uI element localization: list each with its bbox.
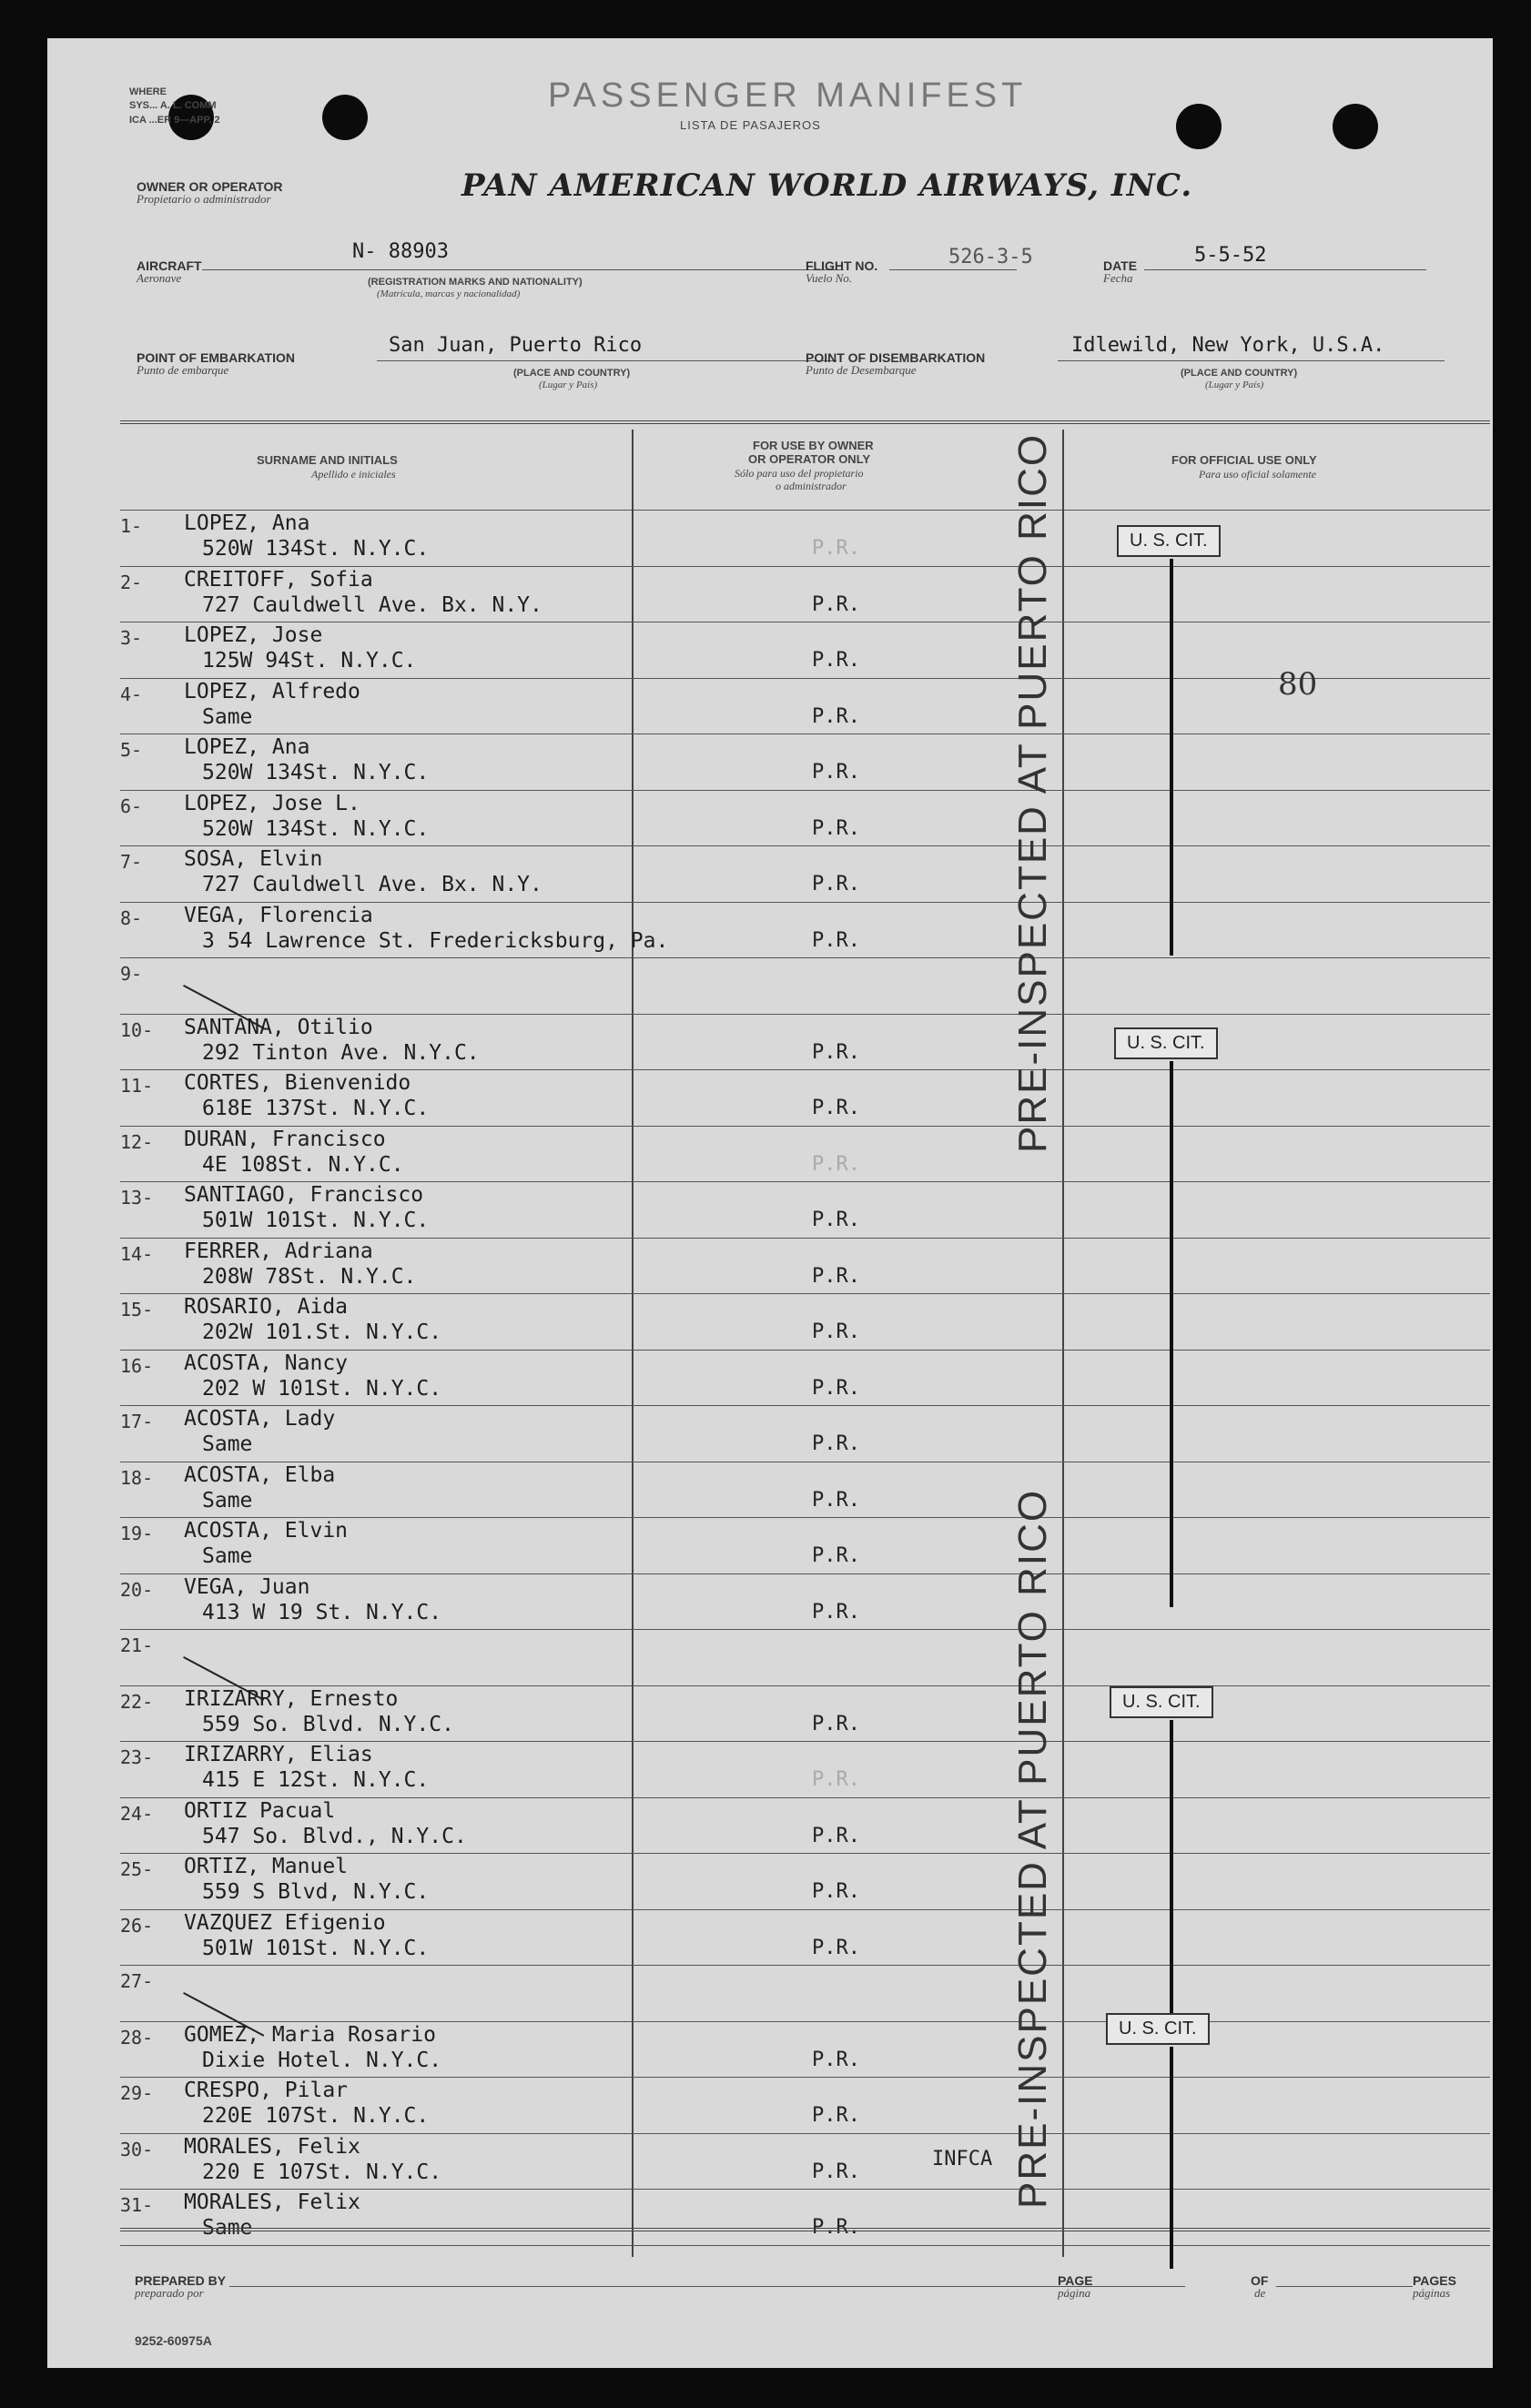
punch-hole (1176, 104, 1222, 149)
origin-code: P.R. (812, 1880, 860, 1903)
row-number: 11- (120, 1075, 154, 1097)
group-bracket (1170, 1061, 1173, 1607)
table-row (47, 1965, 1493, 2021)
row-number: 9- (120, 963, 143, 985)
passenger-name: GOMEZ, Maria Rosario (184, 2022, 436, 2047)
passenger-name: MORALES, Felix (184, 2190, 360, 2214)
prepared-by-label-es: preparado por (135, 2286, 204, 2300)
passenger-address: 559 S Blvd, N.Y.C. (202, 1880, 430, 1904)
origin-code: P.R. (812, 704, 860, 728)
date-underline (1144, 269, 1426, 270)
table-row (47, 2189, 1493, 2245)
flight-label: FLIGHT NO. (806, 258, 878, 273)
row-number: 15- (120, 1299, 154, 1320)
table-row (47, 2077, 1493, 2133)
page-underline (1103, 2286, 1185, 2287)
table-row (47, 2021, 1493, 2078)
page-label: PAGE (1058, 2273, 1093, 2288)
table-row (47, 1238, 1493, 1294)
passenger-address: 208W 78St. N.Y.C. (202, 1264, 417, 1289)
disembarkation-place-note: (PLACE AND COUNTRY) (1181, 368, 1298, 379)
passenger-address: 501W 101St. N.Y.C. (202, 1936, 430, 1960)
table-row (47, 678, 1493, 734)
origin-code: P.R. (812, 2160, 860, 2183)
passenger-name: IRIZARRY, Ernesto (184, 1686, 399, 1711)
origin-code: P.R. (812, 1376, 860, 1400)
passenger-name: SOSA, Elvin (184, 847, 323, 871)
passenger-address: Same (202, 704, 253, 729)
passenger-address: 125W 94St. N.Y.C. (202, 649, 417, 673)
passenger-name: ORTIZ Pacual (184, 1798, 336, 1823)
origin-code: P.R. (812, 873, 860, 895)
origin-code: P.R. (812, 1097, 860, 1119)
owner-label: OWNER OR OPERATOR (137, 179, 283, 194)
passenger-name: ROSARIO, Aida (184, 1295, 349, 1319)
row-number: 30- (120, 2138, 154, 2160)
disembarkation-value: Idlewild, New York, U.S.A. (1071, 334, 1385, 357)
origin-code: P.R. (812, 592, 860, 616)
passenger-name: SANTANA, Otilio (184, 1015, 373, 1039)
origin-code: P.R. (812, 816, 860, 840)
row-number: 26- (120, 1914, 154, 1937)
row-number: 14- (120, 1242, 154, 1265)
origin-code: P.R. (812, 1488, 860, 1512)
pages-label-es: páginas (1413, 2286, 1451, 2300)
date-value: 5-5-52 (1194, 244, 1267, 267)
row-number: 3- (120, 627, 143, 649)
owner-label-es: Propietario o administrador (137, 192, 271, 206)
pages-label: PAGES (1413, 2273, 1456, 2288)
table-row (47, 510, 1493, 566)
table-row (47, 790, 1493, 846)
table-row (47, 1517, 1493, 1573)
origin-code: P.R. (812, 1824, 860, 1847)
aircraft-value: N- 88903 (352, 240, 449, 263)
passenger-address: 415 E 12St. N.Y.C. (202, 1768, 430, 1792)
passenger-address: 292 Tinton Ave. N.Y.C. (202, 1040, 480, 1065)
row-rule (120, 2245, 1490, 2246)
row-number: 16- (120, 1354, 154, 1377)
passenger-address: 727 Cauldwell Ave. Bx. N.Y. (202, 873, 542, 896)
passenger-name: ORTIZ, Manuel (184, 1855, 349, 1878)
row-number: 17- (120, 1411, 154, 1432)
origin-code: P.R. (812, 1209, 860, 1231)
passenger-address: 727 Cauldwell Ave. Bx. N.Y. (202, 592, 542, 617)
passenger-address: 220E 107St. N.Y.C. (202, 2104, 430, 2128)
row-number: 6- (120, 794, 143, 817)
row-number: 29- (120, 2082, 154, 2104)
table-row (47, 1573, 1493, 1630)
form-reference-line1: WHERE (129, 86, 167, 97)
passenger-address: 547 So. Blvd., N.Y.C. (202, 1824, 467, 1848)
column-header-owner-line1: FOR USE BY OWNER (753, 439, 874, 452)
disembarkation-label: POINT OF DISEMBARKATION (806, 350, 986, 365)
embarkation-label-es: Punto de embarque (137, 363, 229, 377)
passenger-name: LOPEZ, Alfredo (184, 679, 360, 703)
row-number: 19- (120, 1523, 154, 1544)
table-row (47, 566, 1493, 622)
origin-code: P.R. (812, 1152, 860, 1176)
prepared-by-underline (229, 2286, 1103, 2287)
origin-code: P.R. (812, 1264, 860, 1288)
us-citizen-stamp: U. S. CIT. (1110, 1686, 1213, 1718)
origin-code: P.R. (812, 928, 860, 952)
passenger-name: VEGA, Juan (184, 1574, 310, 1599)
passenger-name: IRIZARRY, Elias (184, 1743, 373, 1766)
passenger-name: ACOSTA, Elba (184, 1462, 336, 1487)
us-citizen-stamp: U. S. CIT. (1117, 525, 1221, 557)
preinspected-stamp: PRE-INSPECTED AT PUERTO RICO (1010, 432, 1055, 1153)
passenger-name: CRESPO, Pilar (184, 2079, 349, 2102)
disembarkation-underline (1058, 360, 1445, 361)
passenger-name: LOPEZ, Ana (184, 735, 310, 759)
table-row (47, 902, 1493, 958)
embarkation-label: POINT OF EMBARKATION (137, 350, 295, 365)
origin-code: P.R. (812, 1936, 860, 1959)
passenger-address: 520W 134St. N.Y.C. (202, 761, 430, 784)
passenger-address: 202W 101.St. N.Y.C. (202, 1320, 442, 1344)
origin-code: P.R. (812, 1544, 860, 1567)
form-title: PASSENGER MANIFEST (548, 76, 1028, 115)
registration-note: (REGISTRATION MARKS AND NATIONALITY) (368, 277, 583, 288)
of-underline (1276, 2286, 1413, 2287)
embarkation-place-note-es: (Lugar y País) (539, 379, 598, 390)
row-number: 27- (120, 1970, 154, 1992)
group-bracket (1170, 559, 1173, 956)
date-label-es: Fecha (1103, 271, 1133, 285)
aircraft-label: AIRCRAFT (137, 258, 202, 273)
row-number: 23- (120, 1746, 154, 1768)
passenger-name: ACOSTA, Nancy (184, 1351, 349, 1375)
table-top-rule (120, 420, 1490, 424)
row-number: 5- (120, 739, 143, 761)
passenger-address: Same (202, 1544, 253, 1568)
table-row (47, 1350, 1493, 1406)
row-number: 24- (120, 1802, 154, 1825)
passenger-address: 618E 137St. N.Y.C. (202, 1097, 430, 1120)
passenger-address: 4E 108St. N.Y.C. (202, 1152, 404, 1177)
origin-code: P.R. (812, 537, 860, 560)
table-row (47, 734, 1493, 790)
prepared-by-label: PREPARED BY (135, 2273, 227, 2288)
passenger-name: LOPEZ, Ana (184, 511, 310, 535)
passenger-address: 220 E 107St. N.Y.C. (202, 2160, 442, 2184)
origin-code: P.R. (812, 1040, 860, 1064)
column-header-owner-line2: OR OPERATOR ONLY (748, 452, 871, 466)
passenger-address: Dixie Hotel. N.Y.C. (202, 2048, 442, 2072)
row-number: 4- (120, 683, 143, 705)
date-label: DATE (1103, 258, 1138, 273)
column-header-official-es: Para uso oficial solamente (1199, 468, 1316, 481)
us-citizen-stamp: U. S. CIT. (1114, 1027, 1218, 1059)
passenger-name: VAZQUEZ Efigenio (184, 1910, 386, 1935)
table-row (47, 845, 1493, 902)
passenger-name: LOPEZ, Jose L. (184, 791, 360, 815)
disembarkation-place-note-es: (Lugar y País) (1205, 379, 1264, 390)
passenger-name: FERRER, Adriana (184, 1239, 373, 1263)
origin-code: P.R. (812, 649, 860, 672)
aircraft-underline (202, 269, 844, 270)
passenger-address: 202 W 101St. N.Y.C. (202, 1376, 442, 1401)
table-row (47, 1014, 1493, 1070)
embarkation-underline (377, 360, 836, 361)
row-number: 1- (120, 515, 143, 537)
table-row (47, 1293, 1493, 1350)
disembarkation-label-es: Punto de Desembarque (806, 363, 917, 377)
row-number: 28- (120, 2026, 154, 2049)
passenger-name: ACOSTA, Lady (184, 1407, 336, 1431)
table-row (47, 1462, 1493, 1518)
passenger-address: 520W 134St. N.Y.C. (202, 537, 430, 561)
form-reference-line3: ICA ...ER 9—APP. 2 (129, 115, 220, 126)
table-row (47, 957, 1493, 1014)
form-reference-line2: SYS... A. L. COMM (129, 100, 217, 111)
table-row (47, 1405, 1493, 1462)
of-label: OF (1251, 2273, 1269, 2288)
passenger-address: 559 So. Blvd. N.Y.C. (202, 1712, 454, 1736)
passenger-address: 3 54 Lawrence St. Fredericksburg, Pa. (202, 928, 669, 953)
preinspected-stamp: PRE-INSPECTED AT PUERTO RICO (1010, 1488, 1055, 2209)
row-number: 10- (120, 1018, 154, 1041)
table-row (47, 1069, 1493, 1126)
passenger-address: 520W 134St. N.Y.C. (202, 816, 430, 841)
passenger-name: CREITOFF, Sofia (184, 567, 373, 592)
passenger-name: ACOSTA, Elvin (184, 1519, 349, 1543)
handwritten-80: 80 (1278, 666, 1318, 703)
row-number: 2- (120, 571, 143, 593)
form-subtitle: LISTA DE PASAJEROS (680, 118, 821, 132)
passenger-address: 501W 101St. N.Y.C. (202, 1209, 430, 1232)
row-number: 12- (120, 1130, 154, 1153)
table-row (47, 622, 1493, 678)
table-row (47, 1181, 1493, 1238)
embarkation-value: San Juan, Puerto Rico (389, 334, 643, 357)
punch-hole (322, 95, 368, 140)
passenger-address: Same (202, 1488, 253, 1513)
page-label-es: página (1058, 2286, 1091, 2300)
passenger-address: 413 W 19 St. N.Y.C. (202, 1600, 442, 1624)
row-number: 25- (120, 1858, 154, 1880)
row-number: 20- (120, 1578, 154, 1601)
passenger-name: SANTIAGO, Francisco (184, 1183, 424, 1207)
origin-code: P.R. (812, 2104, 860, 2127)
group-bracket (1170, 2047, 1173, 2269)
group-bracket (1170, 1720, 1173, 2026)
punch-hole (1333, 104, 1378, 149)
row-number: 22- (120, 1690, 154, 1713)
origin-code: P.R. (812, 2216, 860, 2239)
column-header-owner-es2: o administrador (776, 480, 847, 492)
table-row (47, 1909, 1493, 1966)
flight-label-es: Vuelo No. (806, 271, 853, 285)
table-row (47, 1629, 1493, 1685)
origin-code: P.R. (812, 1768, 860, 1791)
operator-name: PAN AMERICAN WORLD AIRWAYS, INC. (461, 167, 1193, 204)
row-number: 7- (120, 851, 143, 873)
row-number: 13- (120, 1187, 154, 1209)
table-row (47, 1126, 1493, 1182)
table-row (47, 2133, 1493, 2190)
column-header-owner-es1: Sólo para uso del propietario (735, 467, 864, 480)
column-header-official: FOR OFFICIAL USE ONLY (1171, 453, 1317, 467)
origin-code: P.R. (812, 1712, 860, 1735)
registration-note-es: (Matrícula, marcas y nacionalidad) (377, 288, 521, 299)
of-label-es: de (1254, 2286, 1266, 2300)
origin-code: P.R. (812, 1432, 860, 1455)
flight-underline (889, 269, 1017, 270)
passenger-name: CORTES, Bienvenido (184, 1071, 411, 1095)
table-row (47, 1797, 1493, 1854)
us-citizen-stamp: U. S. CIT. (1106, 2013, 1210, 2045)
row-number: 18- (120, 1466, 154, 1489)
passenger-address: Same (202, 1432, 253, 1456)
column-header-name: SURNAME AND INITIALS (257, 453, 398, 467)
flight-value: 526-3-5 (948, 246, 1033, 268)
table-row (47, 1741, 1493, 1797)
origin-code: P.R. (812, 1600, 860, 1624)
row-number: 8- (120, 906, 143, 929)
origin-code: P.R. (812, 761, 860, 784)
column-header-name-es: Apellido e iniciales (311, 468, 396, 481)
form-code: 9252-60975A (135, 2333, 212, 2348)
table-row (47, 1853, 1493, 1909)
aircraft-label-es: Aeronave (137, 271, 182, 285)
passenger-name: VEGA, Florencia (184, 903, 373, 927)
passenger-address: Same (202, 2216, 253, 2240)
passenger-name: MORALES, Felix (184, 2134, 360, 2159)
infca-note: INFCA (932, 2148, 993, 2170)
row-number: 31- (120, 2194, 154, 2216)
row-number: 21- (120, 1634, 154, 1656)
table-bottom-rule (120, 2228, 1490, 2231)
passenger-name: LOPEZ, Jose (184, 623, 323, 647)
manifest-sheet (47, 38, 1493, 2368)
embarkation-place-note: (PLACE AND COUNTRY) (513, 368, 631, 379)
passenger-name: DURAN, Francisco (184, 1127, 386, 1151)
origin-code: P.R. (812, 2048, 860, 2071)
origin-code: P.R. (812, 1320, 860, 1343)
table-row (47, 1685, 1493, 1742)
